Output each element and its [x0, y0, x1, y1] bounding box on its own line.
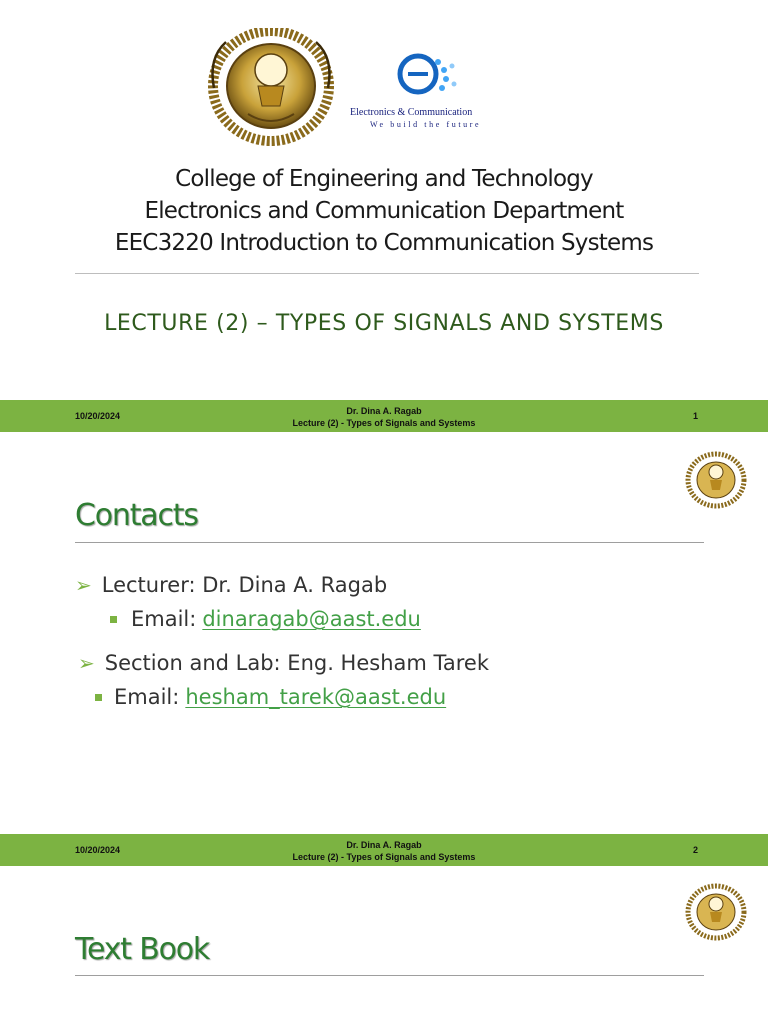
title-line-department: Electronics and Communication Department	[144, 198, 624, 224]
academy-seal-logo	[196, 28, 346, 146]
list-item-section-email	[95, 685, 446, 709]
email-label: Email:	[131, 607, 197, 631]
square-bullet-icon	[95, 694, 102, 701]
footer-center	[234, 839, 534, 863]
section-text: Section and Lab: Eng. Hesham Tarek	[104, 651, 489, 675]
section-email-link[interactable]: hesham_tarek@aast.edu	[185, 685, 447, 709]
footer-center	[234, 405, 534, 429]
academy-seal-logo	[684, 882, 748, 942]
title-line-college: College of Engineering and Technology	[175, 166, 593, 192]
textbook-slide	[0, 866, 768, 1024]
title-line-course: EEC3220 Introduction to Communication Systems	[114, 230, 654, 256]
ece-logo-tagline: We build the future	[370, 120, 482, 129]
list-item-lecturer-email	[110, 607, 421, 631]
list-item-lecturer	[75, 573, 387, 597]
lecturer-email-link[interactable]: dinaragab@aast.edu	[202, 607, 421, 631]
lecture-subtitle: LECTURE (2) – TYPES OF SIGNALS AND SYSTEMS	[104, 311, 664, 336]
footer-page-number: 1	[693, 411, 699, 421]
footer-author: Dr. Dina A. Ragab	[346, 840, 422, 850]
email-label: Email:	[114, 685, 180, 709]
footer-lecture: Lecture (2) - Types of Signals and Systems	[292, 418, 476, 428]
title-divider	[75, 273, 699, 274]
list-item-section	[78, 651, 489, 675]
lecturer-text: Lecturer: Dr. Dina A. Ragab	[101, 573, 388, 597]
heading-divider	[75, 975, 704, 976]
footer-author: Dr. Dina A. Ragab	[346, 406, 422, 416]
footer-lecture: Lecture (2) - Types of Signals and Systems	[292, 852, 476, 862]
slide-heading: Contacts	[75, 498, 198, 533]
arrow-bullet-icon: ➢	[78, 651, 95, 675]
square-bullet-icon	[110, 616, 117, 623]
footer-date: 10/20/2024	[75, 845, 121, 855]
academy-seal-logo	[684, 450, 748, 510]
slide-heading: Text Book	[75, 932, 210, 967]
slide-footer	[0, 400, 768, 432]
footer-date: 10/20/2024	[75, 411, 121, 421]
ece-logo-name: Electronics & Communication	[350, 107, 473, 118]
heading-divider	[75, 542, 704, 543]
footer-page-number: 2	[693, 845, 699, 855]
contacts-slide	[0, 432, 768, 832]
slide-footer	[0, 834, 768, 866]
title-slide	[0, 0, 768, 400]
arrow-bullet-icon: ➢	[75, 573, 92, 597]
